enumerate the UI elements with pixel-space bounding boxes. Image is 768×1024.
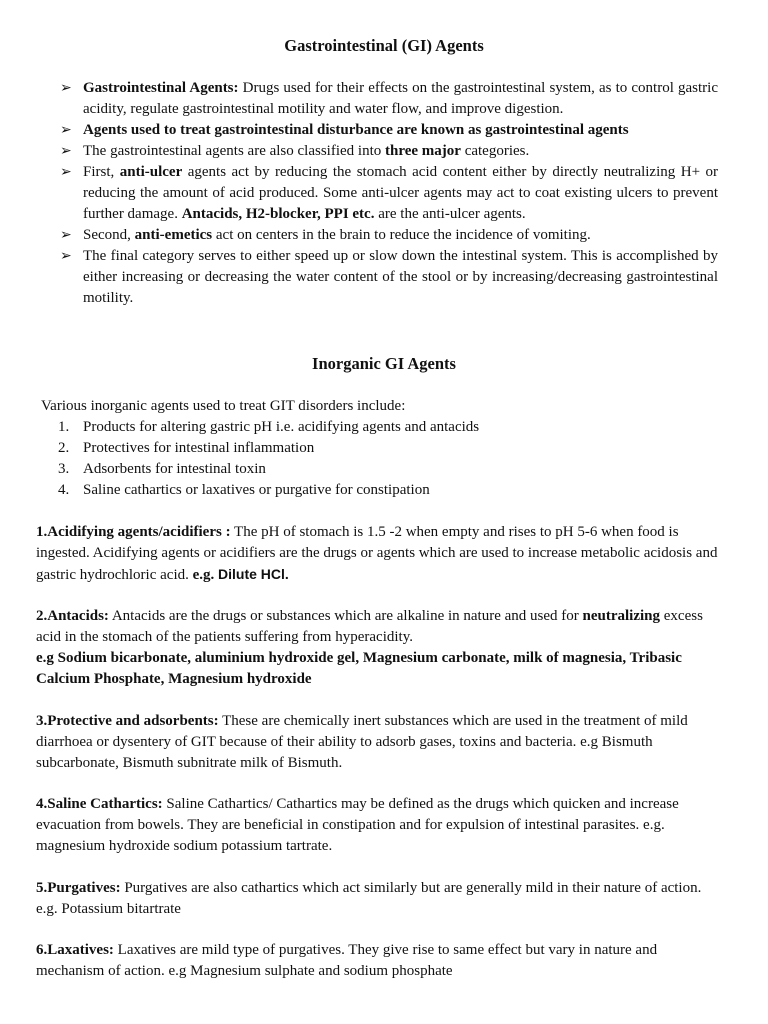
list-item bbox=[58, 459, 718, 480]
bullet-term: anti-emetics bbox=[134, 227, 213, 243]
section-acidifying-agents bbox=[36, 522, 720, 586]
bullet-term: Gastrointestinal Agents: bbox=[83, 80, 239, 96]
bullet-text: Drugs used for their effects on the gastrointestinal system, as to control gastric acidity, regulate gastrointestinal motility and water flow, and improve digestion. bbox=[83, 80, 718, 117]
arrow-bullet-icon: ➢ bbox=[60, 122, 72, 138]
example-label: e.g. bbox=[192, 567, 219, 583]
list-number: 3. bbox=[58, 461, 70, 477]
list-item bbox=[58, 480, 718, 501]
list-item-text: Saline cathartics or laxatives or purgative for constipation bbox=[83, 482, 430, 498]
list-number: 2. bbox=[58, 440, 70, 456]
bullet-item bbox=[60, 246, 718, 309]
bullet-list bbox=[60, 78, 718, 309]
arrow-bullet-icon: ➢ bbox=[60, 248, 72, 264]
list-item bbox=[58, 438, 718, 459]
list-item-text: Protectives for intestinal inflammation bbox=[83, 440, 315, 456]
section-body: Saline Cathartics/ Cathartics may be defined as the drugs which quicken and increase evacuation from bowels. They are beneficial in constipation and for expulsion of intestinal parasites. e.g. magnesium hydroxide sodium potassium tartrate. bbox=[36, 796, 679, 854]
section-antacids bbox=[36, 606, 720, 690]
arrow-bullet-icon: ➢ bbox=[60, 164, 72, 180]
bullet-item bbox=[60, 78, 718, 120]
section-saline-cathartics bbox=[36, 794, 720, 857]
section-purgatives bbox=[36, 878, 720, 920]
bullet-text: The gastrointestinal agents are also classified into bbox=[83, 143, 385, 159]
section-term: neutralizing bbox=[582, 608, 661, 624]
section-body: Antacids are the drugs or substances which are alkaline in nature and used for bbox=[108, 608, 583, 624]
section-examples: e.g Sodium bicarbonate, aluminium hydroxide gel, Magnesium carbonate, milk of magnesia, Tribasic Calcium Phosphate, Magnesium hydroxide bbox=[36, 650, 682, 687]
numbered-list bbox=[58, 417, 718, 501]
bullet-item bbox=[60, 225, 718, 246]
bullet-text: agents act by reducing the stomach acid content either by directly neutralizing H+ or reducing the amount of acid produced. Some anti-ulcer agents may act to coat existing ulcers to prevent further damage. bbox=[83, 164, 718, 222]
section-title: Inorganic GI Agents bbox=[312, 354, 456, 373]
bullet-item bbox=[60, 141, 718, 162]
section-heading: 3.Protective and adsorbents: bbox=[36, 713, 219, 729]
bullet-term: Antacids, H2-blocker, PPI etc. bbox=[181, 206, 375, 222]
arrow-bullet-icon: ➢ bbox=[60, 143, 72, 159]
list-item bbox=[58, 417, 718, 438]
section-body: Laxatives are mild type of purgatives. They give rise to same effect but vary in nature and mechanism of action. e.g Magnesium sulphate and sodium phosphate bbox=[36, 942, 658, 979]
example-value: Dilute HCl. bbox=[218, 566, 289, 582]
bullet-item bbox=[60, 162, 718, 225]
arrow-bullet-icon: ➢ bbox=[60, 227, 72, 243]
section-body: The pH of stomach is 1.5 -2 when empty and rises to pH 5-6 when food is ingested. Acidifying agents or acidifiers are the drugs or agents which are used to increase metabolic acidosis and gastric hydrochloric acid. bbox=[36, 524, 718, 583]
section-body: These are chemically inert substances which are used in the treatment of mild diarrhoea or dysentery of GIT because of their ability to adsorb gases, toxins and bacteria. e.g Bismuth subcarbonate, Bismuth subnitrate milk of Bismuth. bbox=[36, 713, 688, 771]
section-heading: 5.Purgatives: bbox=[36, 880, 121, 896]
section-protective-adsorbents bbox=[36, 711, 720, 774]
section-body: excess acid in the stomach of the patients suffering from hyperacidity. bbox=[36, 608, 703, 645]
list-item-text: Products for altering gastric pH i.e. acidifying agents and antacids bbox=[83, 419, 480, 435]
section-body: Purgatives are also cathartics which act similarly but are generally mild in their nature of action. e.g. Potassium bitartrate bbox=[36, 880, 702, 917]
bullet-text: act on centers in the brain to reduce the incidence of vomiting. bbox=[212, 227, 591, 243]
section-laxatives bbox=[36, 940, 720, 982]
bullet-term: three major bbox=[385, 143, 461, 159]
intro-text: Various inorganic agents used to treat GIT disorders include: bbox=[41, 398, 406, 414]
arrow-bullet-icon: ➢ bbox=[60, 80, 72, 96]
bullet-text: First, bbox=[83, 164, 120, 180]
bullet-text: Second, bbox=[83, 227, 135, 243]
bullet-text: Agents used to treat gastrointestinal disturbance are known as gastrointestinal agents bbox=[83, 122, 629, 138]
section-heading: 1.Acidifying agents/acidifiers : bbox=[36, 524, 231, 540]
page-title: Gastrointestinal (GI) Agents bbox=[284, 36, 484, 55]
section-heading: 4.Saline Cathartics: bbox=[36, 796, 163, 812]
bullet-text: The final category serves to either speed up or slow down the intestinal system. This is accomplished by either increasing or decreasing the water content of the stool or by increasing/decreasing gastrointestinal motility. bbox=[83, 248, 718, 306]
section-heading: 2.Antacids: bbox=[36, 608, 109, 624]
section-heading: 6.Laxatives: bbox=[36, 942, 114, 958]
list-number: 4. bbox=[58, 482, 70, 498]
list-number: 1. bbox=[58, 419, 70, 435]
bullet-text: are the anti-ulcer agents. bbox=[374, 206, 526, 222]
bullet-term: anti-ulcer bbox=[119, 164, 183, 180]
bullet-item bbox=[60, 120, 718, 141]
list-item-text: Adsorbents for intestinal toxin bbox=[83, 461, 266, 477]
bullet-text: categories. bbox=[460, 143, 530, 159]
